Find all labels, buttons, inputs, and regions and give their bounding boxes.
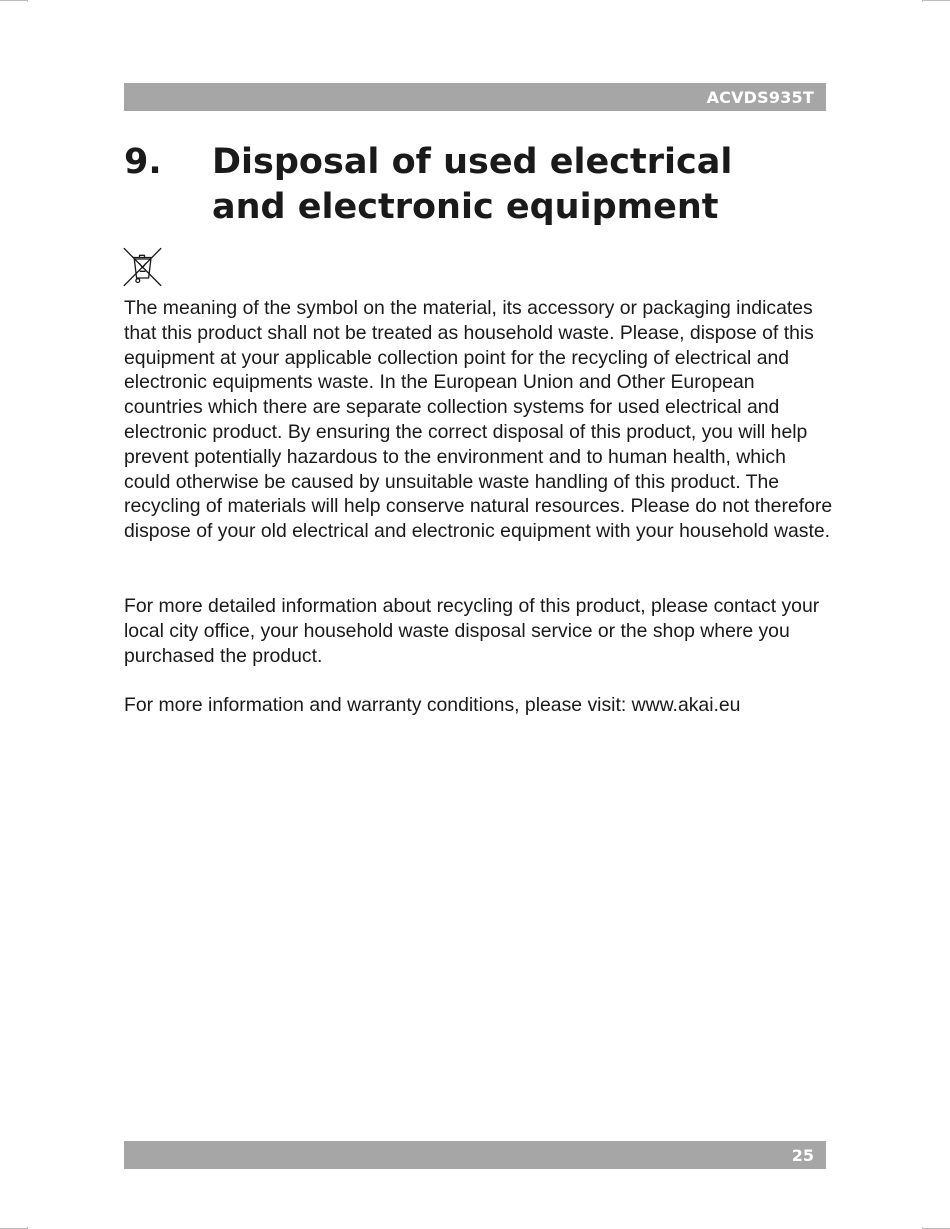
header-bar	[124, 83, 826, 111]
warranty-info-paragraph: For more information and warranty conditions, please visit: www.akai.eu	[124, 694, 741, 716]
section-title-line-2: and electronic equipment	[212, 187, 719, 227]
model-number: ACVDS935T	[706, 88, 814, 107]
footer-bar	[124, 1141, 826, 1169]
crossed-out-wheelie-bin-icon	[123, 247, 162, 287]
section-title-line-1: Disposal of used electrical	[212, 142, 733, 182]
crop-mark-top-right	[922, 0, 950, 1]
crop-mark-top-left-v	[27, 0, 28, 2]
page-number: 25	[791, 1146, 814, 1165]
crop-mark-top-left	[0, 0, 28, 1]
disposal-paragraph: The meaning of the symbol on the material, its accessory or packaging indicates that this product shall not be treated as household waste. Please, dispose of this equipment at your applicable collection point for the recycling of electrical and electronic equipments waste. In the European Union and Other European countries which there are separate collection systems for used electrical and electronic product. By ensuring the correct disposal of this product, you will help prevent potentially hazardous to the environment and to human health, which could otherwise be caused by unsuitable waste handling of this product. The recycling of materials will help conserve natural resources. Please do not therefore dispose of your old electrical and electronic equipment with your household waste.	[124, 297, 833, 543]
section-title	[212, 140, 812, 230]
section-number: 9.	[124, 142, 162, 182]
recycling-info-paragraph: For more detailed information about recycling of this product, please contact your local city office, your household waste disposal service or the shop where you purchased the product.	[124, 595, 820, 667]
crop-mark-top-right-v	[922, 0, 923, 2]
